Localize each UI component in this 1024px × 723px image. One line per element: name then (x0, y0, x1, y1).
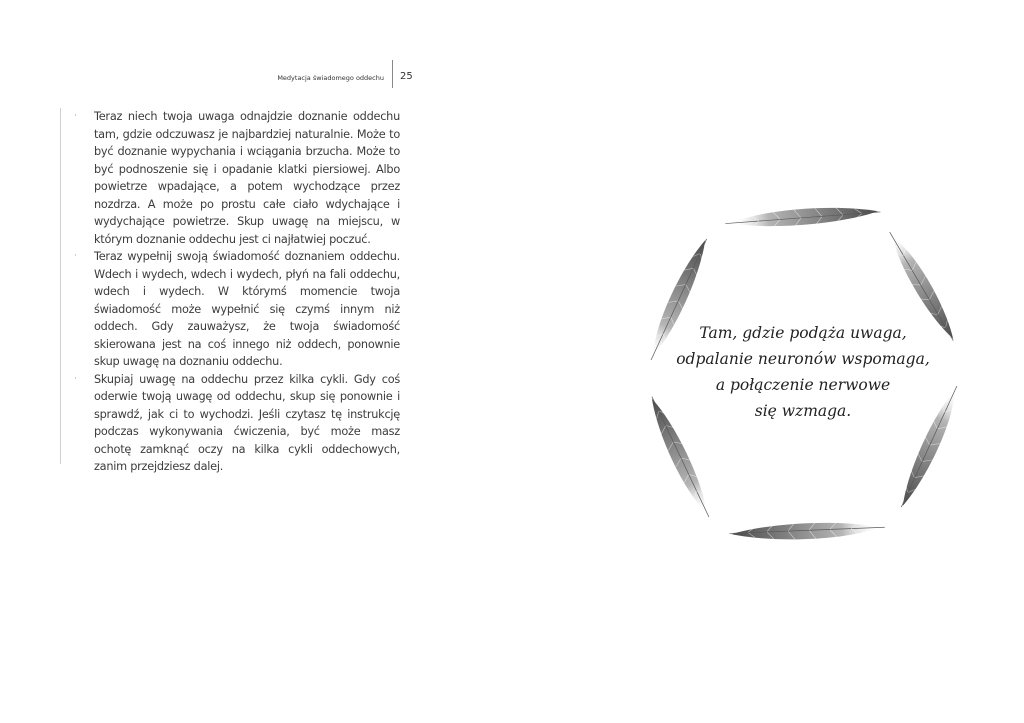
pull-quote (640, 320, 966, 424)
list-item-text: Teraz niech twoja uwaga odnajdzie doznanie oddechu tam, gdzie odczuwasz je najbardziej naturalnie. Może to być doznanie wypychania i wciągania brzucha. Może to być podnoszenie się i opadanie klatki piersiowej. Albo powietrze wpadające, a potem wychodzące przez nozdrza. A może po prostu całe ciało wdychające i wydychające powietrze. Skup uwagę na miejscu, w którym doznanie oddechu jest ci najłatwiej poczuć. (94, 110, 400, 246)
list-item (74, 371, 400, 476)
feather-icon (725, 204, 881, 231)
margin-rule (60, 108, 61, 464)
instruction-list (60, 108, 400, 476)
instruction-column (60, 108, 400, 476)
bullet-icon: · (74, 373, 77, 384)
list-item-text: Teraz wypełnij swoją świadomość doznaniem oddechu. Wdech i wydech, wdech i wydech, płyń na fali oddechu, wdech i wydech. W którymś momencie twoja świadomość może wypełnić się czymś innym niż oddech. Gdy zauważysz, że twoja świadomość skierowana jest na coś innego niż oddech, ponownie skup uwagę na doznaniu oddechu. (94, 250, 400, 368)
quote-line: Tam, gdzie podąża uwaga, (699, 324, 907, 342)
section-title: Medytacja świadomego oddechu (277, 74, 384, 82)
running-header (240, 66, 412, 90)
feather-icon (729, 520, 885, 542)
quote-line: a połączenie nerwowe (715, 376, 891, 394)
quote-line: się wzmaga. (754, 402, 852, 420)
list-item (74, 108, 400, 248)
list-item (74, 248, 400, 371)
quote-line: odpalanie neuronów wspomaga, (676, 350, 930, 368)
page-number: 25 (400, 71, 413, 82)
bullet-icon: · (74, 251, 77, 261)
bullet-icon: · (74, 111, 77, 121)
list-item-text: Skupiaj uwagę na oddechu przez kilka cykli. Gdy coś oderwie twoją uwagę od oddechu, skup się ponownie i sprawdź, jak ci to wychodzi. Jeśli czytasz tę instrukcję podczas wykonywania ćwiczenia, być może masz ochotę zamknąć oczy na kilka cykli oddechowych, zanim przejdziesz dalej. (94, 372, 400, 473)
header-divider (392, 60, 393, 88)
